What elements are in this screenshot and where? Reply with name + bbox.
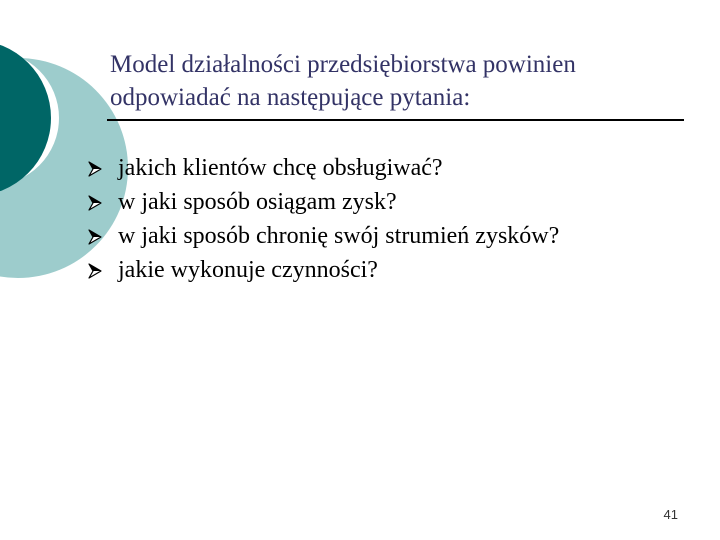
bullet-text: w jaki sposób chronię swój strumień zysków? xyxy=(118,223,560,249)
bullet-list xyxy=(88,151,559,287)
list-item xyxy=(88,219,559,253)
bullet-text: w jaki sposób osiągam zysk? xyxy=(118,189,397,215)
title-line-2: odpowiadać na następujące pytania: xyxy=(110,84,471,111)
arrow-bullet-icon xyxy=(88,229,102,245)
slide-title xyxy=(110,48,690,114)
arrow-bullet-icon xyxy=(88,195,102,211)
title-underline xyxy=(107,119,684,121)
list-item xyxy=(88,185,559,219)
arrow-bullet-icon xyxy=(88,263,102,279)
page-number: 41 xyxy=(663,507,678,522)
bullet-text: jakie wykonuje czynności? xyxy=(118,257,378,283)
list-item xyxy=(88,253,559,287)
list-item xyxy=(88,151,559,185)
title-line-1: Model działalności przedsiębiorstwa powinien xyxy=(110,51,576,78)
arrow-bullet-icon xyxy=(88,161,102,177)
bullet-text: jakich klientów chcę obsługiwać? xyxy=(118,155,443,181)
